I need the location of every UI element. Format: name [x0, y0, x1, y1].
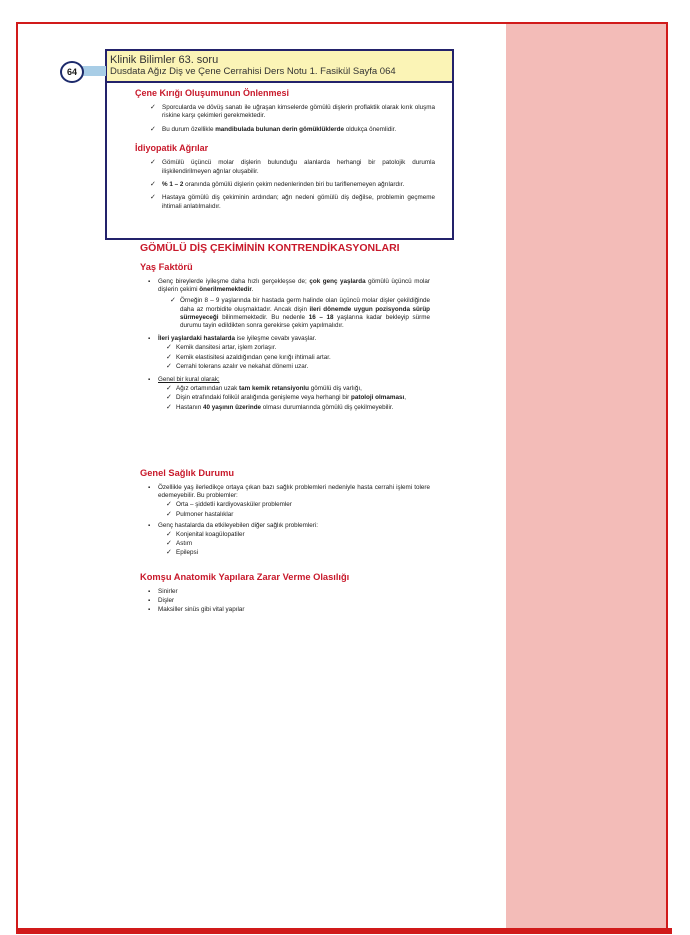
list-item: ▪ Genel bir kural olarak; [148, 376, 430, 384]
list-item: ✓ Epilepsi [166, 549, 430, 557]
main-title: GÖMÜLÜ DİŞ ÇEKİMİNİN KONTRENDİKASYONLARI [140, 242, 400, 254]
list-item: ✓ Ağız ortamından uzak tam kemik retansiyonlu gömülü diş varlığı, [166, 385, 430, 393]
list-item: ✓ Sporcularda ve dövüş sanatı ile uğraşan kimselerde gömülü dişlerin proflaktik olarak kırık oluşma riskine karşı çekimleri gerekmektedir. [130, 104, 435, 121]
list-item: ✓ Gömülü üçüncü molar dişlerin bulunduğu alanlarda herhangi bir patolojik durumla ilişkilendirilmeyen ağrılar oluşabilir. [130, 159, 435, 176]
genc-problem-sublist [166, 531, 430, 558]
boxed-content [130, 88, 435, 216]
section-heading-idiyopatik: İdiyopatik Ağrılar [135, 143, 209, 154]
section-heading-genel-saglik: Genel Sağlık Durumu [140, 468, 235, 478]
list-item: ✓ Örneğin 8 – 9 yaşlarında bir hastada germ halinde olan üçüncü molar dişler çekildiğinde daha az morbidite oluşmaktadır. Ancak dişin ileri dönemde uygun pozisyonda sürüp sürmeyeceği bilinmemektedir. Bu nedenle 16 – 18 yaşlarına kadar bekleyip sürme durumu tayin edildikten sonra gerekirse çekim yapılmalıdır. [170, 297, 430, 330]
list-item: ▪ Sinirler [148, 588, 430, 596]
list-item: ✓ Hastaya gömülü diş çekiminin ardından; ağrı nedeni gömülü diş değilse, problemin geçmeme ihtimali anlatılmalıdır. [130, 194, 435, 211]
list-item: ✓ Cerrahi tolerans azalır ve nekahat dönemi uzar. [166, 363, 430, 371]
yas-faktoru-block [140, 262, 430, 413]
list-item: ✓ Hastanın 40 yaşının üzerinde olması durumlarında gömülü diş çekilmeyebilir. [166, 404, 430, 412]
list-item: ▪ Özellikle yaş ilerledikçe ortaya çıkan bazı sağlık problemleri nedeniyle hasta cerrahi işlemi tolere edemeyebilir. Bu problemler: [148, 484, 430, 500]
list-item: ✓ Kemik dansitesi artar, işlem zorlaşır. [166, 344, 430, 352]
list-item: ✓ Pulmoner hastalıklar [166, 511, 430, 519]
list-item [166, 344, 430, 371]
komsu-yapilar-block [140, 572, 430, 616]
list-item: ✓ Kemik elastisitesi azaldığından çene kırığı ihtimali artar. [166, 354, 430, 362]
list-item [166, 501, 430, 518]
question-title: Klinik Bilimler 63. soru [110, 54, 219, 66]
list-item: ▪ Genç hastalarda da etkileyebilen diğer sağlık problemleri: [148, 522, 430, 530]
yas-list [140, 278, 430, 412]
list-item [166, 385, 430, 412]
yasli-problem-sublist [166, 501, 430, 518]
list-item: ▪ Maksiller sinüs gibi vital yapılar [148, 606, 430, 614]
bottom-bar [16, 928, 672, 934]
cene-kirigi-list [130, 104, 435, 134]
list-item: ▪ Genç bireylerde iyileşme daha hızlı gerçekleşse de; çok genç yaşlarda gömülü üçüncü molar dişlerin çekimi önerilmemektedir. [148, 278, 430, 294]
genel-saglik-block [140, 468, 430, 559]
list-item: ✓ Konjenital koagülopatiler [166, 531, 430, 539]
list-item: ✓ Dişin etrafındaki folikül aralığında genişleme veya herhangi bir patoloji olmaması, [166, 394, 430, 402]
list-item: ▪ İleri yaşlardaki hastalarda ise iyileşme cevabı yavaşlar. [148, 335, 430, 343]
genel-saglik-list [140, 484, 430, 558]
ileri-yas-sublist [166, 344, 430, 371]
list-item: ✓ Astım [166, 540, 430, 548]
list-item: ✓ Orta – şiddetli kardiyovasküler problemler [166, 501, 430, 509]
section-heading-yas: Yaş Faktörü [140, 262, 193, 272]
komsu-list [140, 588, 430, 615]
idiyopatik-list [130, 159, 435, 211]
list-item: ✓ Bu durum özellikle mandibulada bulunan derin gömüklüklerde oldukça önemlidir. [130, 126, 435, 134]
section-heading-cene-kirigi: Çene Kırığı Oluşumunun Önlenmesi [135, 88, 290, 98]
genel-kural-sublist [166, 385, 430, 412]
list-item: ✓ % 1 – 2 oranında gömülü dişlerin çekim nedenlerinden biri bu tariflenemeyen ağrılardır. [130, 181, 435, 189]
question-source: Dusdata Ağız Diş ve Çene Cerrahisi Ders Notu 1. Fasikül Sayfa 064 [110, 66, 396, 77]
list-item [166, 531, 430, 558]
section-heading-komsu: Komşu Anatomik Yapılara Zarar Verme Olasılığı [140, 572, 350, 582]
page-number-badge: 64 [60, 61, 84, 83]
list-item: ▪ Dişler [148, 597, 430, 605]
side-margin-band [506, 24, 666, 928]
question-header [107, 51, 452, 83]
